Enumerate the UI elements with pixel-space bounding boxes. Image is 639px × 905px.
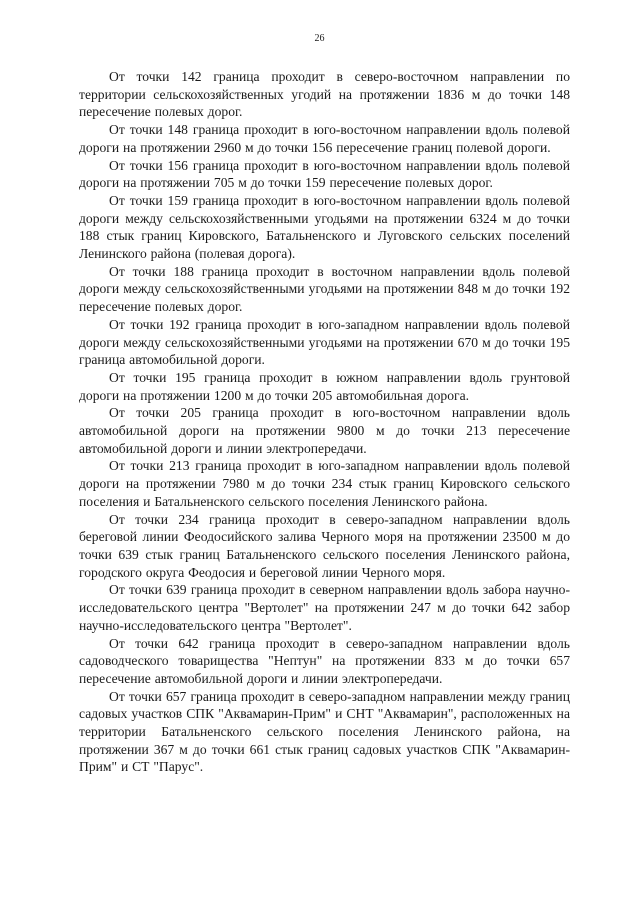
paragraph-point-192: От точки 192 граница проходит в юго-западном направлении вдоль полевой дороги между сельскохозяйственными угодьями на протяжении 670 м до точки 195 граница автомобильной дороги. xyxy=(79,316,570,368)
paragraph-point-213: От точки 213 граница проходит в юго-западном направлении вдоль полевой дороги на протяжении 7980 м до точки 234 стык границ Кировского сельского поселения и Батальненского сельского поселения Ленинского района. xyxy=(79,458,570,509)
document-body xyxy=(79,68,570,776)
paragraph-point-148: От точки 148 граница проходит в юго-восточном направлении вдоль полевой дороги на протяжении 2960 м до точки 156 пересечение границ полевой дороги. xyxy=(79,122,570,155)
paragraph-point-642: От точки 642 граница проходит в северо-западном направлении вдоль садоводческого товарищества "Нептун" на протяжении 833 м до точки 657 пересечение автомобильной дороги и линии электропередачи. xyxy=(79,635,570,686)
paragraph-point-195: От точки 195 граница проходит в южном направлении вдоль грунтовой дороги на протяжении 1200 м до точки 205 автомобильная дорога. xyxy=(79,369,570,403)
paragraph-point-205: От точки 205 граница проходит в юго-восточном направлении вдоль автомобильной дороги на протяжении 9800 м до точки 213 пересечение автомобильной дороги и линии электропередачи. xyxy=(79,405,570,456)
paragraph-point-142: От точки 142 граница проходит в северо-восточном направлении по территории сельскохозяйственных угодий на протяжении 1836 м до точки 148 пересечение полевых дорог. xyxy=(79,69,570,120)
paragraph-point-159: От точки 159 граница проходит в юго-восточном направлении вдоль полевой дороги между сельскохозяйственными угодьями на протяжении 6324 м до точки 188 стык границ Кировского, Батальненского и Луговского сельских поселений Ленинского района (полевая дорога). xyxy=(79,192,570,262)
paragraph-point-188: От точки 188 граница проходит в восточном направлении вдоль полевой дороги между сельскохозяйственными угодьями на протяжении 848 м до точки 192 пересечение полевых дорог. xyxy=(79,263,570,315)
paragraph-point-657: От точки 657 граница проходит в северо-западном направлении между границ садовых участков СПК "Аквамарин-Прим" и СНТ "Аквамарин", расположенных на территории Батальненского сельского поселения Ленинского района, на протяжении 367 м до точки 661 стык границ садовых участков СПК "Аквамарин-Прим" и СТ "Парус". xyxy=(79,688,570,775)
paragraph-point-156: От точки 156 граница проходит в юго-восточном направлении вдоль полевой дороги на протяжении 705 м до точки 159 пересечение полевых дорог. xyxy=(79,157,570,191)
paragraph-point-639: От точки 639 граница проходит в северном направлении вдоль забора научно-исследовательского центра "Вертолет" на протяжении 247 м до точки 642 забор научно-исследовательского центра "Вертолет". xyxy=(79,582,570,633)
paragraph-point-234: От точки 234 граница проходит в северо-западном направлении вдоль береговой линии Феодосийского залива Черного моря на протяжении 23500 м до точки 639 стык границ Батальненского сельского поселения Ленинского района, городского округа Феодосия и береговой линии Черного моря. xyxy=(79,511,570,580)
page-number: 26 xyxy=(314,33,325,44)
